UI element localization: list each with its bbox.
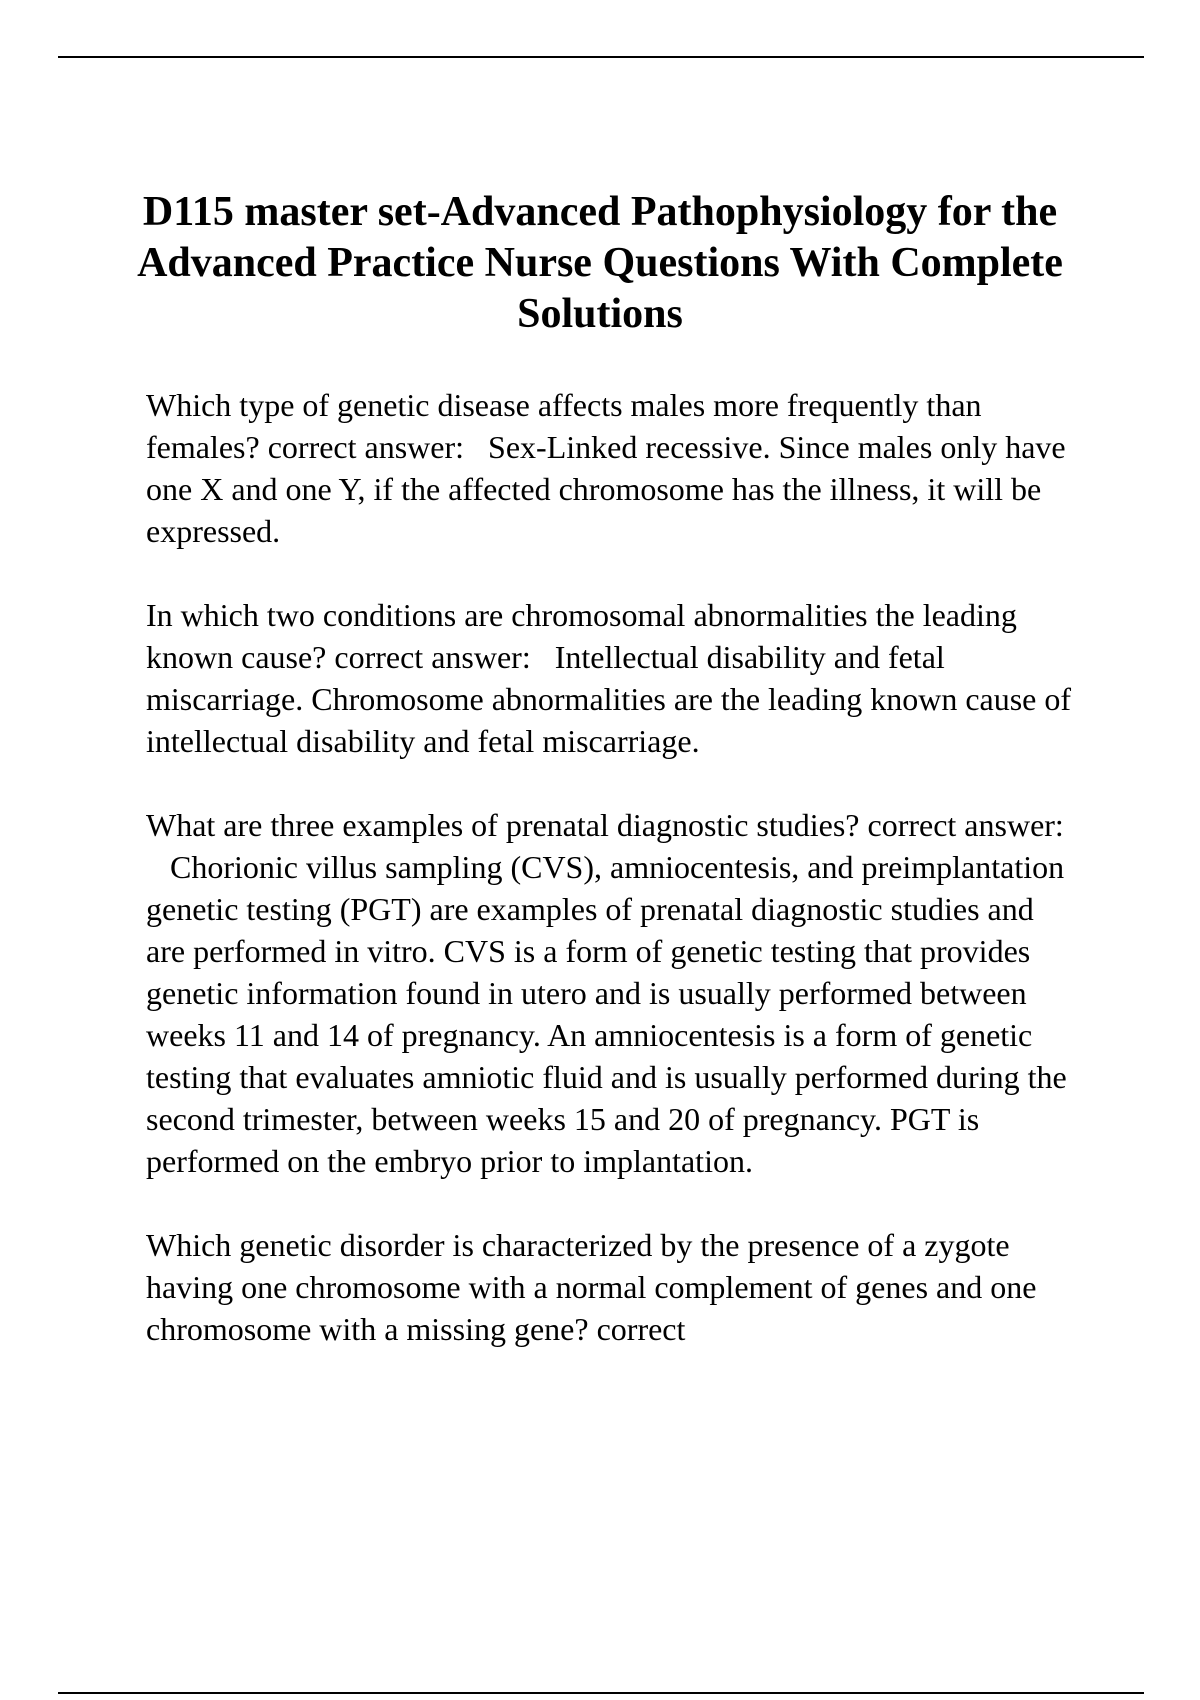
answer-text: Sex-Linked recessive. Since males only have one X and one Y, if the affected chromosome has the illness, it will be expressed. — [146, 429, 1066, 549]
answer-label: correct answer: — [334, 639, 531, 675]
qa-entry — [146, 384, 1074, 552]
qa-entry — [146, 594, 1074, 762]
bottom-divider — [58, 1692, 1144, 1694]
answer-text: Chorionic villus sampling (CVS), amniocentesis, and preimplantation genetic testing (PGT) are examples of prenatal diagnostic studies and are performed in vitro. CVS is a form of genetic testing that provides genetic information found in utero and is usually performed between weeks 11 and 14 of pregnancy. An amniocentesis is a form of genetic testing that evaluates amniotic fluid and is usually performed during the second trimester, between weeks 15 and 20 of pregnancy. PGT is performed on the embryo prior to implantation. — [146, 849, 1067, 1179]
answer-label: correct answer: — [867, 807, 1064, 843]
top-divider — [58, 56, 1144, 58]
document-title: D115 master set-Advanced Pathophysiology for the Advanced Practice Nurse Questions With Complete Solutions — [137, 189, 1063, 337]
question-text: Which type of genetic disease affects males more frequently than females? — [146, 387, 982, 465]
question-text: In which two conditions are chromosomal abnormalities the leading known cause? — [146, 597, 1017, 675]
answer-text: Intellectual disability and fetal miscarriage. Chromosome abnormalities are the leading known cause of intellectual disability and fetal miscarriage. — [146, 639, 1072, 759]
qa-entry — [146, 1224, 1074, 1350]
qa-entry — [146, 804, 1074, 1182]
answer-label: correct answer: — [267, 429, 465, 465]
answer-fragment: correct — [596, 1311, 686, 1347]
qa-list — [146, 384, 1074, 1392]
question-text: Which genetic disorder is characterized by the presence of a zygote having one chromosome with a normal complement of genes and one chromosome with a missing gene? — [146, 1227, 1037, 1347]
question-text: What are three examples of prenatal diagnostic studies? — [146, 807, 860, 843]
